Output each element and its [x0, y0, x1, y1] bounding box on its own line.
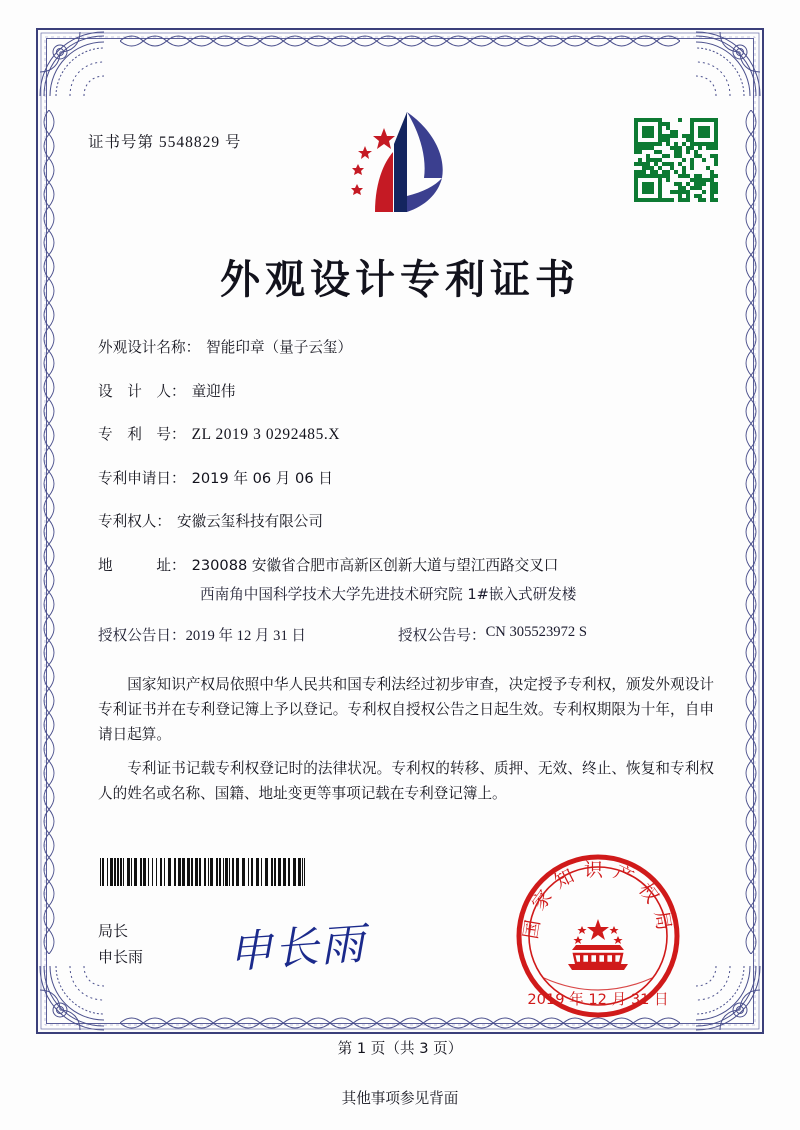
field-value: 安徽云玺科技有限公司: [176, 513, 323, 530]
director-name-label: 申长雨: [98, 948, 144, 966]
field-value: 2019 年 12 月 31 日: [185, 628, 306, 644]
director-role-label: 局长: [98, 922, 129, 940]
field-patentee: [98, 510, 714, 531]
field-label: 外观设计名称：: [98, 339, 201, 356]
corner-ornament-bottom-left: [34, 962, 120, 1036]
field-value: 童迎伟: [191, 382, 236, 400]
corner-ornament-top-right: [680, 26, 766, 100]
field-label: 专利申请日：: [98, 469, 186, 487]
border-edge-top: [120, 30, 680, 52]
barcode: [100, 858, 310, 886]
legal-text: [98, 672, 714, 815]
qr-code: [634, 118, 718, 202]
field-value-line1: 230088 安徽省合肥市高新区创新大道与望江西路交叉口: [191, 556, 559, 574]
field-application-date: [98, 467, 714, 488]
field-designer: [98, 380, 714, 401]
field-label: 授权公告日：: [98, 628, 186, 644]
paragraph-register-statement: 专利证书记载专利权登记时的法律状况。专利权的转移、质押、无效、终止、恢复和专利权人的姓名或名称、国籍、地址变更等事项记载在专利登记簿上。: [98, 760, 714, 802]
seal-date: 2019 年 12 月 31 日: [527, 991, 669, 1008]
field-value: ZL 2019 3 0292485.X: [191, 426, 341, 443]
field-design-name: [98, 336, 714, 357]
field-address: [98, 554, 714, 575]
corner-ornament-top-left: [34, 26, 120, 100]
paragraph-grant-statement: 国家知识产权局依照中华人民共和国专利法经过初步审查，决定授予专利权，颁发外观设计专利证书并在专利登记簿上予以登记。专利权自授权公告之日起生效。专利权期限为十年，自申请日起算。: [98, 676, 714, 743]
field-grant-number: [398, 624, 587, 645]
svg-text:国家知识产权局: 国家知识产权局: [519, 859, 677, 941]
field-label: 专利权人：: [98, 513, 171, 530]
border-edge-left: [38, 110, 60, 954]
page-title: 外观设计专利证书: [220, 257, 580, 303]
field-value-line2: 西南角中国科学技术大学先进技术研究院 1#嵌入式研发楼: [200, 586, 577, 603]
handwritten-signature: 申长雨: [226, 918, 368, 979]
field-value: 智能印章（量子云玺）: [206, 339, 353, 356]
field-label: 授权公告号：: [398, 628, 486, 644]
field-grant-date: [98, 624, 398, 645]
cnipa-logo: [345, 108, 463, 220]
field-list: [98, 336, 714, 651]
page-indicator: 第 1 页（共 3 页）: [337, 1040, 463, 1057]
border-edge-right: [740, 110, 762, 954]
signature-block: [98, 918, 143, 970]
field-label: 地 址：: [98, 556, 186, 574]
field-value: 2019 年 06 月 06 日: [191, 469, 333, 487]
field-patent-number: [98, 423, 714, 444]
field-grant-row: [98, 624, 714, 645]
field-label: 设 计 人：: [98, 382, 186, 400]
footer-note: 其他事项参见背面: [341, 1090, 459, 1107]
corner-ornament-bottom-right: [680, 962, 766, 1036]
field-label: 专 利 号：: [98, 426, 186, 443]
field-value: CN 305523972 S: [485, 624, 587, 640]
certificate-number: 证书号第 5548829 号: [88, 134, 242, 151]
